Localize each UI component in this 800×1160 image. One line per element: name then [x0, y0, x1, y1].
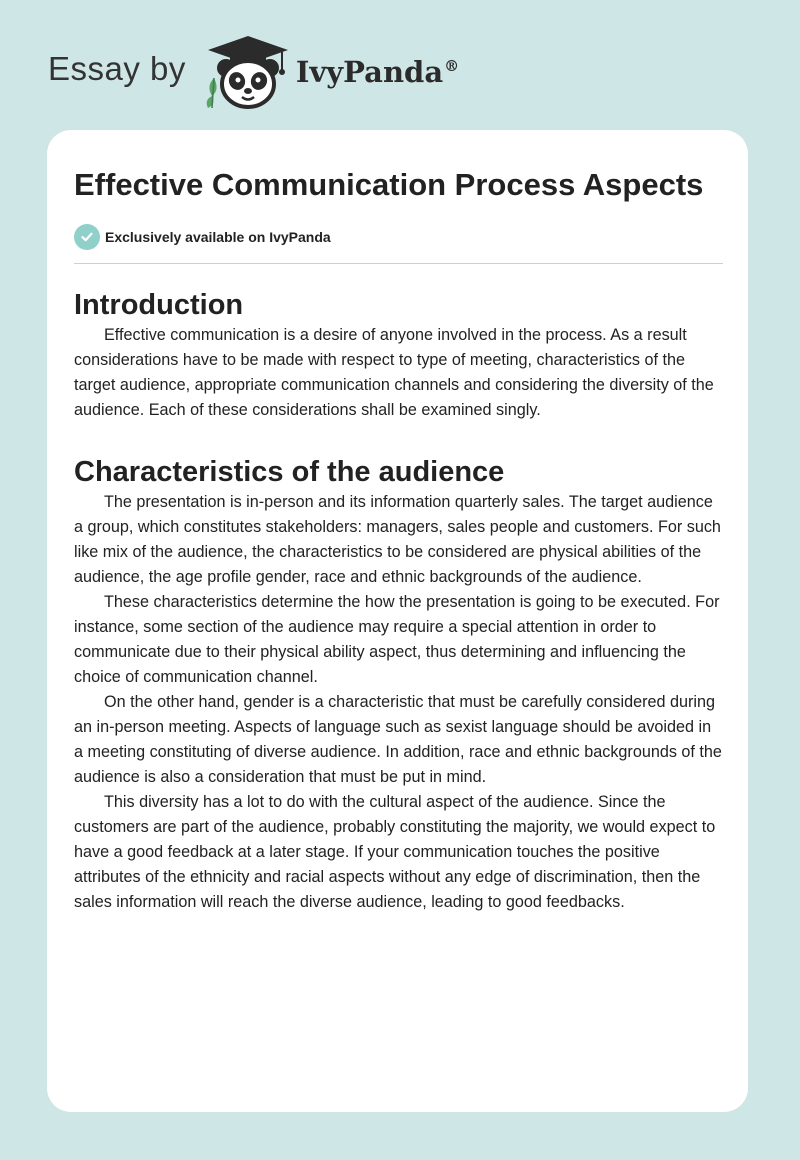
- registered-mark: ®: [444, 57, 460, 76]
- brand-name: IvyPanda®: [295, 55, 460, 89]
- exclusive-badge: [74, 223, 723, 251]
- paragraph: This diversity has a lot to do with the cultural aspect of the audience. Since the customers are part of the audience, probably constituting the majority, we would expect to have a good feedback at a later stage. If your communication touches the positive attributes of the ethnicity and racial aspects without any edge of discrimination, then the sales information will reach the diverse audience, leading to good feedbacks.: [74, 793, 716, 911]
- paragraph: On the other hand, gender is a characteristic that must be carefully considered during an in-person meeting. Aspects of language such as sexist language should be avoided in a meeting constituting of diverse audience. In addition, race and ethnic backgrounds of the audience is also a consideration that must be put in mind.: [74, 693, 722, 786]
- essay-content: [74, 164, 723, 915]
- paragraph: These characteristics determine the how the presentation is going to be executed. For instance, some section of the audience may require a special attention in order to communicate due to their physical ability aspect, thus determining and influencing the choice of communication channel.: [74, 593, 720, 686]
- badge-text: Exclusively available on IvyPanda: [105, 229, 331, 245]
- brand-header: [48, 34, 459, 110]
- section-heading-introduction: Introduction: [74, 289, 244, 321]
- paragraph: Effective communication is a desire of anyone involved in the process. As a result considerations have to be made with respect to type of meeting, characteristics of the target audience, appropriate communication channels and considering the diversity of the audience. Each of these considerations shall be examined singly.: [74, 326, 714, 419]
- essay-card: [47, 130, 748, 1112]
- divider: [74, 263, 723, 264]
- ivypanda-logo-icon: [202, 34, 294, 110]
- section-heading-characteristics: Characteristics of the audience: [74, 456, 505, 488]
- brand-prefix: Essay by: [48, 50, 186, 87]
- paragraph: The presentation is in-person and its information quarterly sales. The target audience a group, which constitutes stakeholders: managers, sales people and customers. For such like mix of the audience, the characteristics to be considered are physical abilities of the audience, the age profile gender, race and ethnic backgrounds of the audience.: [74, 493, 721, 586]
- page-title: Effective Communication Process Aspects: [74, 167, 704, 202]
- check-icon: [74, 224, 100, 250]
